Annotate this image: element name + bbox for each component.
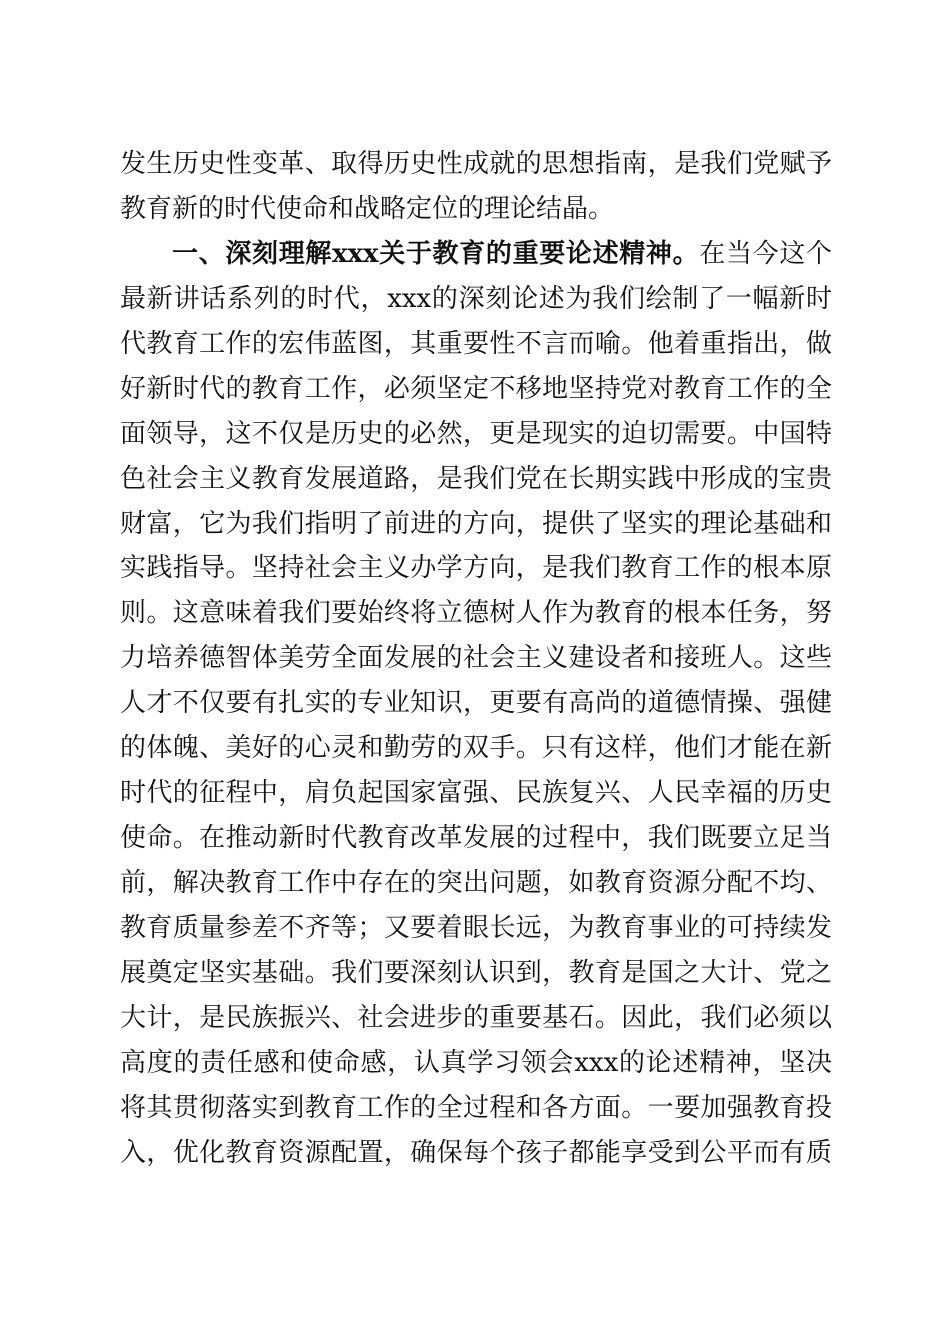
text-line: 前，解决教育工作中存在的突出问题，如教育资源分配不均、 [120,868,832,898]
text-line: 实践指导。坚持社会主义办学方向，是我们教育工作的根本原 [120,553,832,584]
text-line: 面领导，这不仅是历史的必然，更是现实的迫切需要。中国特 [120,418,832,449]
text-line: 力培养德智体美劳全面发展的社会主义建设者和接班人。这些 [120,643,832,674]
document-body [120,142,832,1176]
text-line: 教育质量参差不齐等；又要着眼长远，为教育事业的可持续发 [120,912,832,943]
text-line: 教育新的时代使命和战略定位的理论结晶。 [120,193,615,224]
text-line: 代教育工作的宏伟蓝图，其重要性不言而喻。他着重指出，做 [120,328,832,359]
text-line: 财富，它为我们指明了前进的方向，提供了坚实的理论基础和 [120,508,832,539]
section-heading-line [120,232,832,277]
text-line: 好新时代的教育工作，必须坚定不移地坚持党对教育工作的全 [120,373,832,404]
heading-line-continuation: 在当今这个 [699,238,832,269]
text-line: 则。这意味着我们要始终将立德树人作为教育的根本任务，努 [120,598,832,629]
text-line: 色社会主义教育发展道路，是我们党在长期实践中形成的宝贵 [120,463,832,494]
text-line: 最新讲话系列的时代，xxx的深刻论述为我们绘制了一幅新时 [120,283,832,314]
text-line: 人才不仅要有扎实的专业知识，更要有高尚的道德情操、强健 [120,688,832,719]
text-line: 入，优化教育资源配置，确保每个孩子都能享受到公平而有质 [120,1137,832,1168]
text-line: 时代的征程中，肩负起国家富强、民族复兴、人民幸福的历史 [120,778,832,809]
text-line: 的体魄、美好的心灵和勤劳的双手。只有这样，他们才能在新 [120,733,832,764]
text-line: 使命。在推动新时代教育改革发展的过程中，我们既要立足当 [120,823,832,854]
text-line: 展奠定坚实基础。我们要深刻认识到，教育是国之大计、党之 [120,957,832,988]
section-heading: 一、深刻理解xxx关于教育的重要论述精神。 [172,238,700,269]
text-line: 将其贯彻落实到教育工作的全过程和各方面。一要加强教育投 [120,1092,832,1123]
text-line: 发生历史性变革、取得历史性成就的思想指南，是我们党赋予 [120,149,832,179]
text-line: 高度的责任感和使命感，认真学习领会xxx的论述精神，坚决 [120,1047,832,1078]
text-line: 大计，是民族振兴、社会进步的重要基石。因此，我们必须以 [120,1002,832,1033]
